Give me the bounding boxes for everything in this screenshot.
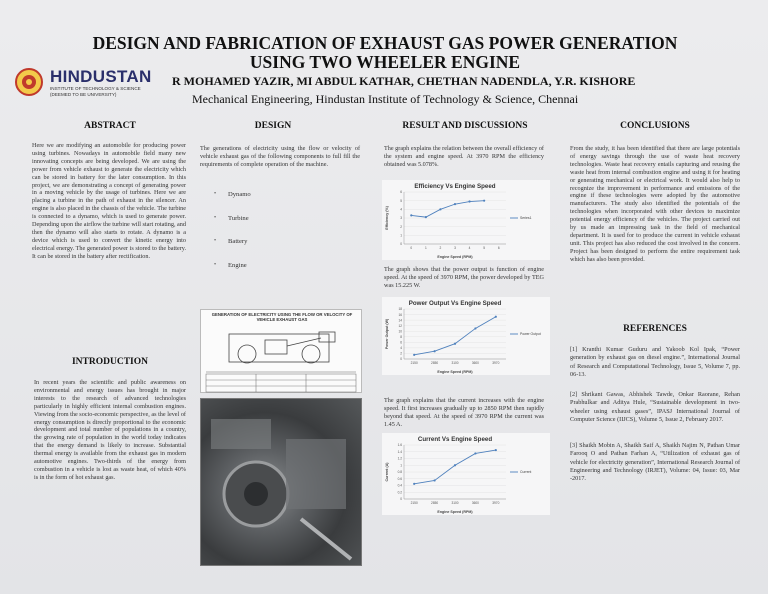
logo-text: HINDUSTAN (50, 67, 152, 86)
list-item: • Battery (228, 238, 251, 262)
results-text-1: The graph explains the relation between the overall efficiency of the system and engine speed. At 3970 RPM the efficiency obtained was 5.078%. (384, 145, 544, 168)
y-axis-label: Power Output (W) (385, 318, 389, 350)
y-tick-label: 2 (400, 224, 402, 229)
x-tick-label: 3970 (492, 361, 500, 365)
data-point (454, 464, 456, 466)
x-tick-label: 2 (439, 246, 442, 250)
title-line-1: DESIGN AND FABRICATION OF EXHAUST GAS POWER GENERATION (92, 33, 678, 53)
y-tick-label: 2 (400, 351, 402, 356)
reference-item: [1] Kranthi Kumar Guduru and Yakoob Kol Ipak, “Power generation by exhaust gas on diesel engine.”, International Journal of Research and Computational Technology, Issue 5, Volume 7, pp. 06-13. (570, 346, 740, 378)
data-point (495, 316, 497, 318)
y-tick-label: 5 (400, 198, 402, 203)
chart-title: Efficiency Vs Engine Speed (414, 183, 496, 190)
authors: R MOHAMED YAZIR, MI ABDUL KATHAR, CHETHAN NADENDLA, Y.R. KISHORE (172, 74, 636, 88)
abstract-heading: ABSTRACT (84, 121, 136, 131)
data-point (468, 200, 470, 202)
x-tick-label: 3100 (451, 501, 459, 505)
data-point (413, 354, 415, 356)
x-tick-label: 5 (483, 246, 486, 250)
data-point (474, 452, 476, 454)
y-tick-label: 0 (400, 497, 402, 502)
y-tick-label: 1 (400, 463, 402, 468)
legend-label: Current (520, 470, 532, 475)
y-tick-label: 6 (400, 190, 402, 195)
data-point (434, 350, 436, 352)
data-point (434, 479, 436, 481)
x-axis-label: Engine Speed (RPM) (437, 510, 473, 514)
y-tick-label: 3 (400, 216, 402, 221)
x-tick-label: 2850 (431, 361, 439, 365)
y-tick-label: 6 (400, 340, 402, 345)
data-point (454, 343, 456, 345)
y-tick-label: 18 (398, 307, 402, 312)
abstract-text: Here we are modifying an automobile for producing power using turbines. Nowadays in automobile field many new innovating concepts are being developed. We are using the power from vehicle exhaust to generate the electricity which can be stored in battery for the later consumption. In this project, we are demonstrating a concept of generating power in a moving vehicle by the usage of turbines. Here we are placing a turbine in the path of exhaust in the silencer. An engine is also placed in the chassis of the vehicle. The turbine is connected to a dynamo, which is used to generate power. Depending upon the airflow the turbine will start rotating, and then the dynamo will also starts to rotate. A dynamo is a device which is used to convert the kinetic energy into electrical energy. The generated power is stored to the battery. It can be stored in the battery after rectification. (32, 142, 186, 260)
series-line (411, 201, 484, 217)
y-tick-label: 12 (398, 323, 402, 328)
y-tick-label: 1.6 (397, 443, 402, 448)
y-tick-label: 0 (400, 242, 402, 247)
design-text: The generations of electricity using the flow or velocity of vehicle exhaust gas of the following components to full fill the requirements of complete operation of the machine. (200, 145, 360, 168)
x-tick-label: 6 (497, 246, 500, 250)
x-tick-label: 3100 (451, 361, 459, 365)
series-line (414, 317, 496, 355)
results-heading: RESULT AND DISCUSSIONS (402, 121, 528, 131)
x-tick-label: 4 (468, 246, 471, 250)
chart-title: Current Vs Engine Speed (417, 436, 493, 443)
data-point (454, 203, 456, 205)
x-tick-label: 2150 (410, 501, 418, 505)
conclusions-heading: CONCLUSIONS (620, 121, 690, 131)
design-component-list (228, 191, 251, 285)
x-axis-label: Engine Speed (RPM) (437, 370, 473, 374)
university-logo (14, 67, 164, 101)
power-output-chart (382, 297, 550, 375)
list-item: • Turbine (228, 215, 251, 239)
reference-item: [2] Shrikant Gawas, Abhishek Tawde, Onkar Raorane, Rehan Prabhulkar and Aditya Hule, “Sustainable development in two-wheeler using exhaust gases”, IPASJ International Journal of Computer Science (IIJCS), Volume 5, Issue 2, February 2017. (570, 391, 740, 423)
y-tick-label: 0.6 (397, 476, 402, 481)
y-tick-label: 1.4 (397, 449, 402, 454)
reference-item: [3] Shaikh Mobin A, Shaikh Saif A, Shaikh Najim N, Pathan Umar Farooq O and Pathan Farhan A, “Utilization of exhaust gas of vehicle for electricity generation”, International Research Journal of Engineering and Technology (IRJET), Volume: 04, Issue: 03, Mar -2017. (570, 442, 740, 483)
y-tick-label: 0 (400, 357, 402, 362)
y-axis-label: Current (A) (385, 462, 389, 482)
y-tick-label: 8 (400, 334, 402, 339)
chart-svg (382, 180, 550, 260)
references-heading: REFERENCES (623, 324, 687, 334)
data-point (439, 208, 441, 210)
list-item: • Dynamo (228, 191, 251, 215)
design-heading: DESIGN (254, 121, 292, 131)
y-tick-label: 0.2 (397, 490, 402, 495)
y-tick-label: 0.4 (397, 483, 402, 488)
logo-emblem-icon (14, 67, 44, 97)
y-tick-label: 4 (400, 207, 402, 212)
list-item: • Engine (228, 262, 251, 286)
data-point (425, 216, 427, 218)
y-tick-label: 14 (398, 318, 402, 323)
data-point (483, 200, 485, 202)
y-tick-label: 1.2 (397, 456, 402, 461)
figure-title: GENERATION OF ELECTRICITY USING THE FLOW OR VELOCITY OF VEHICLE EXHAUST GAS (211, 312, 353, 322)
logo-subtext: INSTITUTE OF TECHNOLOGY & SCIENCE (DEEMED TO BE UNIVERSITY) (50, 86, 141, 97)
x-tick-label: 0 (410, 246, 413, 250)
design-schematic-figure (200, 309, 362, 393)
x-tick-label: 2850 (431, 501, 439, 505)
data-point (413, 483, 415, 485)
data-point (474, 327, 476, 329)
x-axis-label: Engine Speed (RPM) (437, 255, 473, 259)
efficiency-chart (382, 180, 550, 260)
introduction-heading: INTRODUCTION (71, 357, 148, 367)
y-tick-label: 4 (400, 346, 402, 351)
y-axis-label: Efficiency (%) (385, 206, 389, 230)
x-tick-label: 1 (424, 246, 427, 250)
title-line-2: USING TWO WHEELER ENGINE (249, 52, 521, 72)
x-tick-label: 3 (454, 246, 456, 250)
y-tick-label: 0.8 (397, 470, 402, 475)
data-point (410, 214, 412, 216)
chart-svg (382, 297, 550, 375)
x-tick-label: 3600 (471, 501, 479, 505)
data-point (495, 449, 497, 451)
y-tick-label: 10 (398, 329, 402, 334)
x-tick-label: 3970 (492, 501, 500, 505)
schematic-drawing (201, 322, 361, 402)
current-chart (382, 433, 550, 515)
prototype-photo (200, 398, 362, 566)
legend-label: Series1 (520, 216, 532, 221)
y-tick-label: 1 (400, 233, 402, 238)
legend-label: Power Output (520, 332, 541, 337)
x-tick-label: 2150 (410, 361, 418, 365)
results-text-2: The graph shows that the power output is function of engine speed. At the speed of 3970 RPM, the power developed by TEG was 15.225 W. (384, 266, 544, 289)
conclusions-text: From the study, it has been identified that there are large potentials of energy savings through the use of waste heat recovery technologies. Waste heat recovery entails capturing and reusing the waste heat from internal combustion engine and using it for heating or generating mechanical or electrical work. It would also help to recognize the improvement in performance and emissions of the engine if these technologies were adopted by the automotive manufacturers. The study also identified the potentials of the technologies when incorporated with other devices to maximize potential energy efficiency of the vehicles. The project carried out by us made an impressing task in the field of mechanical department. It is used for to produce the current in vehicle exhaust unit. This project has also reduced the cost involved in the concern. Project has been designed to perform the entire requirement task which has also been provided. (570, 145, 740, 263)
affiliation: Mechanical Engineering, Hindustan Institute of Technology & Science, Chennai (192, 92, 579, 106)
chart-svg (382, 433, 550, 515)
chart-title: Power Output Vs Engine Speed (408, 300, 502, 307)
results-text-3: The graph explains that the current increases with the engine speed. It first increases gradually up to 2850 RPM then rapidly beyond that speed. At the speed of 3970 RPM the current was 1.45 A. (384, 397, 544, 428)
introduction-text: In recent years the scientific and public awareness on environmental and energy issues has brought in major interests to the research of advanced technologies particularly in highly efficient internal combustion engines. Viewing from the socio-economic perspective, as the level of energy consumption is directly proportional to the economic development and total number of populations in a country, the growing rate of population in the world today indicates that the energy demand is likely to increase. Substantial thermal energy is available from the exhaust gas in modern automotive engines. Two-thirds of the energy from combustion in a vehicle is lost as waste heat, of which 40% is in the form of hot exhaust gas. (34, 379, 186, 481)
x-tick-label: 3600 (471, 361, 479, 365)
y-tick-label: 16 (398, 312, 402, 317)
